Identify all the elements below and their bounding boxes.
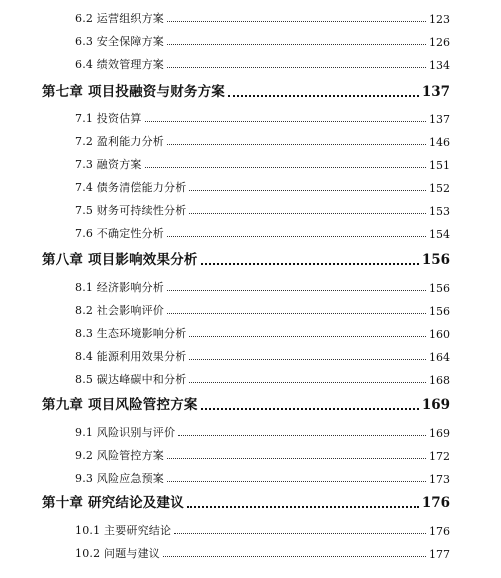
toc-page-number: 154 (429, 228, 450, 241)
dot-leader (167, 44, 426, 45)
toc-chapter-entry[interactable] (42, 78, 450, 100)
toc-entry-title: 10.2 问题与建议 (75, 547, 160, 560)
toc-section-entry[interactable] (75, 173, 450, 195)
toc-page-number: 152 (429, 182, 450, 195)
toc-section-entry[interactable] (75, 104, 450, 126)
toc-page-number: 123 (429, 13, 450, 26)
toc-section-entry[interactable] (75, 516, 450, 538)
toc-entry-title: 8.4 能源利用效果分析 (75, 350, 187, 363)
toc-entry-title: 9.3 风险应急预案 (75, 472, 164, 485)
toc-page-number: 168 (429, 374, 450, 387)
dot-leader (187, 506, 419, 508)
toc-page-number: 137 (421, 84, 450, 100)
dot-leader (174, 533, 426, 534)
toc-entry-title: 7.3 融资方案 (75, 158, 142, 171)
toc-page-number: 172 (429, 450, 450, 463)
toc-page-number: 156 (421, 252, 450, 268)
toc-page-number: 146 (429, 136, 450, 149)
toc-page-number: 151 (429, 159, 450, 172)
toc-section-entry[interactable] (75, 273, 450, 295)
toc-entry-title: 第九章 项目风险管控方案 (42, 397, 198, 413)
toc-section-entry[interactable] (75, 418, 450, 440)
toc-entry-title: 7.5 财务可持续性分析 (75, 204, 187, 217)
dot-leader (167, 21, 426, 22)
toc-entry-title: 7.1 投资估算 (75, 112, 142, 125)
toc-page-number: 169 (429, 427, 450, 440)
toc-entry-title: 9.1 风险识别与评价 (75, 426, 176, 439)
toc-entry-title: 6.3 安全保障方案 (75, 35, 164, 48)
toc-section-entry[interactable] (75, 219, 450, 241)
toc-chapter-entry[interactable] (42, 246, 450, 268)
toc-page-number: 164 (429, 351, 450, 364)
toc-section-entry[interactable] (75, 342, 450, 364)
toc-entry-title: 7.4 债务清偿能力分析 (75, 181, 187, 194)
dot-leader (178, 435, 426, 436)
toc-entry-title: 第十章 研究结论及建议 (42, 495, 184, 511)
dot-leader (189, 336, 426, 337)
toc-entry-title: 8.3 生态环境影响分析 (75, 327, 187, 340)
toc-entry-title: 第八章 项目影响效果分析 (42, 252, 198, 268)
toc-page-number: 160 (429, 328, 450, 341)
dot-leader (167, 236, 426, 237)
toc-section-entry[interactable] (75, 441, 450, 463)
dot-leader (189, 213, 426, 214)
dot-leader (167, 458, 426, 459)
toc-section-entry[interactable] (75, 4, 450, 26)
dot-leader (167, 67, 426, 68)
toc-section-entry[interactable] (75, 365, 450, 387)
toc-section-entry[interactable] (75, 296, 450, 318)
dot-leader (167, 481, 426, 482)
dot-leader (167, 144, 426, 145)
toc-entry-title: 6.4 绩效管理方案 (75, 58, 164, 71)
dot-leader (201, 263, 419, 265)
dot-leader (163, 556, 426, 557)
toc-page-number: 173 (429, 473, 450, 486)
toc-entry-title: 9.2 风险管控方案 (75, 449, 164, 462)
toc-entry-title: 8.2 社会影响评价 (75, 304, 164, 317)
toc-chapter-entry[interactable] (42, 391, 450, 413)
dot-leader (167, 313, 426, 314)
toc-section-entry[interactable] (75, 319, 450, 341)
toc-page-number: 156 (429, 305, 450, 318)
dot-leader (189, 359, 426, 360)
toc-page-number: 169 (421, 397, 450, 413)
toc-section-entry[interactable] (75, 127, 450, 149)
dot-leader (201, 408, 419, 410)
toc-page-number: 153 (429, 205, 450, 218)
toc-entry-title: 10.1 主要研究结论 (75, 524, 172, 537)
toc-entry-title: 7.6 不确定性分析 (75, 227, 164, 240)
toc-section-entry[interactable] (75, 50, 450, 72)
toc-entry-title: 8.1 经济影响分析 (75, 281, 164, 294)
dot-leader (189, 190, 426, 191)
dot-leader (145, 121, 426, 122)
toc-page-number: 176 (421, 495, 450, 511)
toc-entry-title: 第七章 项目投融资与财务方案 (42, 84, 225, 100)
dot-leader (228, 95, 419, 97)
toc-section-entry[interactable] (75, 464, 450, 486)
toc-chapter-entry[interactable] (42, 489, 450, 511)
toc-entry-title: 6.2 运营组织方案 (75, 12, 164, 25)
toc-section-entry[interactable] (75, 539, 450, 561)
dot-leader (189, 382, 426, 383)
toc-section-entry[interactable] (75, 150, 450, 172)
toc-page-number: 134 (429, 59, 450, 72)
toc-page-number: 156 (429, 282, 450, 295)
dot-leader (145, 167, 426, 168)
toc-page-number: 137 (429, 113, 450, 126)
toc-section-entry[interactable] (75, 27, 450, 49)
dot-leader (167, 290, 426, 291)
toc-section-entry[interactable] (75, 196, 450, 218)
toc-page-number: 126 (429, 36, 450, 49)
toc-page-number: 177 (429, 548, 450, 561)
toc-entry-title: 8.5 碳达峰碳中和分析 (75, 373, 187, 386)
toc-page-number: 176 (429, 525, 450, 538)
toc-entry-title: 7.2 盈利能力分析 (75, 135, 164, 148)
